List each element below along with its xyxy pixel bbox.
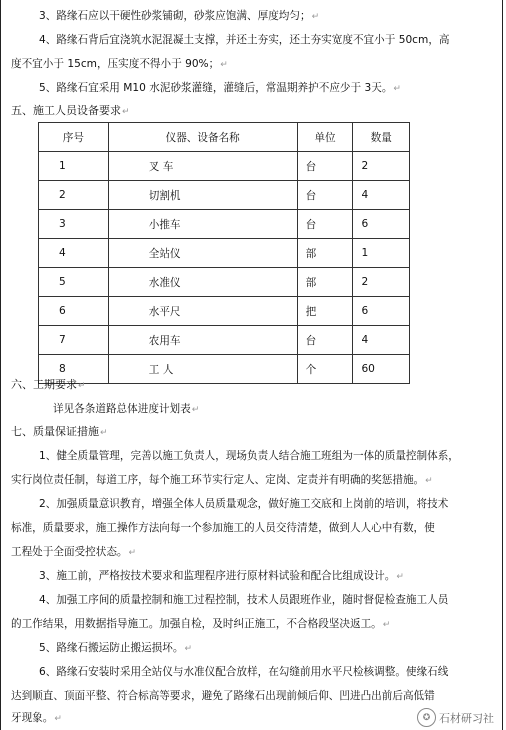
section-heading: 六、工期要求↵ — [11, 378, 86, 391]
text-line: 详见各条道路总体进度计划表↵ — [53, 403, 200, 415]
table-cell: 2 — [353, 268, 410, 297]
table-cell: 2 — [39, 181, 109, 210]
equipment-table — [38, 122, 410, 384]
table-cell: 部 — [297, 239, 353, 268]
table-cell: 切割机 — [108, 181, 297, 210]
table-cell: 4 — [353, 326, 410, 355]
table-cell: 台 — [297, 210, 353, 239]
text-line: 3、施工前，严格按技术要求和监理程序进行原材料试验和配合比组成设计。↵ — [39, 570, 404, 582]
table-header-row — [39, 123, 410, 152]
table-cell: 叉 车 — [108, 152, 297, 181]
table-cell: 农用车 — [108, 326, 297, 355]
text-line: 工程处于全面受控状态。↵ — [11, 546, 137, 558]
table-cell: 1 — [39, 152, 109, 181]
table-cell: 小推车 — [108, 210, 297, 239]
watermark-text: 石材研习社 — [439, 711, 494, 725]
text-line: 4、加强工序间的质量控制和施工过程控制，技术人员跟班作业，随时督促检查施工人员 — [39, 594, 449, 606]
text-line: 的工作结果，用数据指导施工。加强自检，及时纠正施工，不合格段坚决返工。↵ — [11, 618, 391, 630]
text-line: 1、健全质量管理，完善以施工负责人，现场负责人结合施工班组为一体的质量控制体系， — [39, 450, 459, 462]
table-cell: 6 — [353, 297, 410, 326]
column-header: 仪器、设备名称 — [108, 123, 297, 152]
table-cell: 7 — [39, 326, 109, 355]
table-cell: 水平尺 — [108, 297, 297, 326]
table-cell: 台 — [297, 152, 353, 181]
text-line: 牙现象。↵ — [11, 712, 62, 724]
table-cell: 台 — [297, 181, 353, 210]
table-row — [39, 181, 410, 210]
table-cell: 60 — [353, 355, 410, 384]
table-cell: 工 人 — [108, 355, 297, 384]
text-line: 4、路缘石背后宜浇筑水泥混凝土支撑，并还土夯实，还土夯实宽度不宜小于 50cm，高 — [39, 34, 450, 46]
table-cell: 全站仪 — [108, 239, 297, 268]
table-row — [39, 239, 410, 268]
text-line: 标准，质量要求，施工操作方法向每一个参加施工的人员交待清楚，做到人人心中有数，使 — [11, 522, 435, 534]
wechat-logo-icon: ✪ — [417, 708, 436, 727]
text-line: 6、路缘石安装时采用全站仪与水准仪配合放样，在勾缝前用水平尺检核调整。使缘石线 — [39, 666, 449, 678]
table-cell: 水准仪 — [108, 268, 297, 297]
text-line: 3、路缘石应以干硬性砂浆铺砌，砂浆应饱满、厚度均匀；↵ — [39, 10, 320, 22]
text-line: 2、加强质量意识教育，增强全体人员质量观念，做好施工交底和上岗前的培训，将技术 — [39, 498, 449, 510]
table-cell: 1 — [353, 239, 410, 268]
table-cell: 部 — [297, 268, 353, 297]
table-row — [39, 268, 410, 297]
table-row — [39, 355, 410, 384]
table-row — [39, 152, 410, 181]
text-line: 实行岗位责任制，每道工序，每个施工环节实行定人、定岗、定责并有明确的奖惩措施。↵ — [11, 474, 433, 486]
table-cell: 4 — [39, 239, 109, 268]
column-header: 序号 — [39, 123, 109, 152]
text-line: 达到顺直、顶面平整、符合标高等要求，避免了路缘石出现前倾后仰、凹进凸出前后高低错 — [11, 690, 435, 702]
column-header: 数量 — [353, 123, 410, 152]
text-line: 5、路缘石宜采用 M10 水泥砂浆灌缝，灌缝后，常温期养护不应少于 3天。↵ — [39, 82, 401, 94]
table-cell: 个 — [297, 355, 353, 384]
table-cell: 4 — [353, 181, 410, 210]
table-row — [39, 210, 410, 239]
table-row — [39, 297, 410, 326]
table-cell: 5 — [39, 268, 109, 297]
table-cell: 6 — [353, 210, 410, 239]
text-line: 度不宜小于 15cm，压实度不得小于 90%；↵ — [11, 58, 228, 70]
section-heading: 七、质量保证措施↵ — [11, 425, 108, 438]
table-cell: 3 — [39, 210, 109, 239]
section-heading: 五、施工人员设备要求↵ — [11, 104, 130, 117]
table-cell: 8 — [39, 355, 109, 384]
column-header: 单位 — [297, 123, 353, 152]
table-cell: 6 — [39, 297, 109, 326]
table-cell: 把 — [297, 297, 353, 326]
text-line: 5、路缘石搬运防止搬运损坏。↵ — [39, 642, 193, 654]
table-row — [39, 326, 410, 355]
table-cell: 台 — [297, 326, 353, 355]
watermark — [417, 708, 494, 727]
table-cell: 2 — [353, 152, 410, 181]
